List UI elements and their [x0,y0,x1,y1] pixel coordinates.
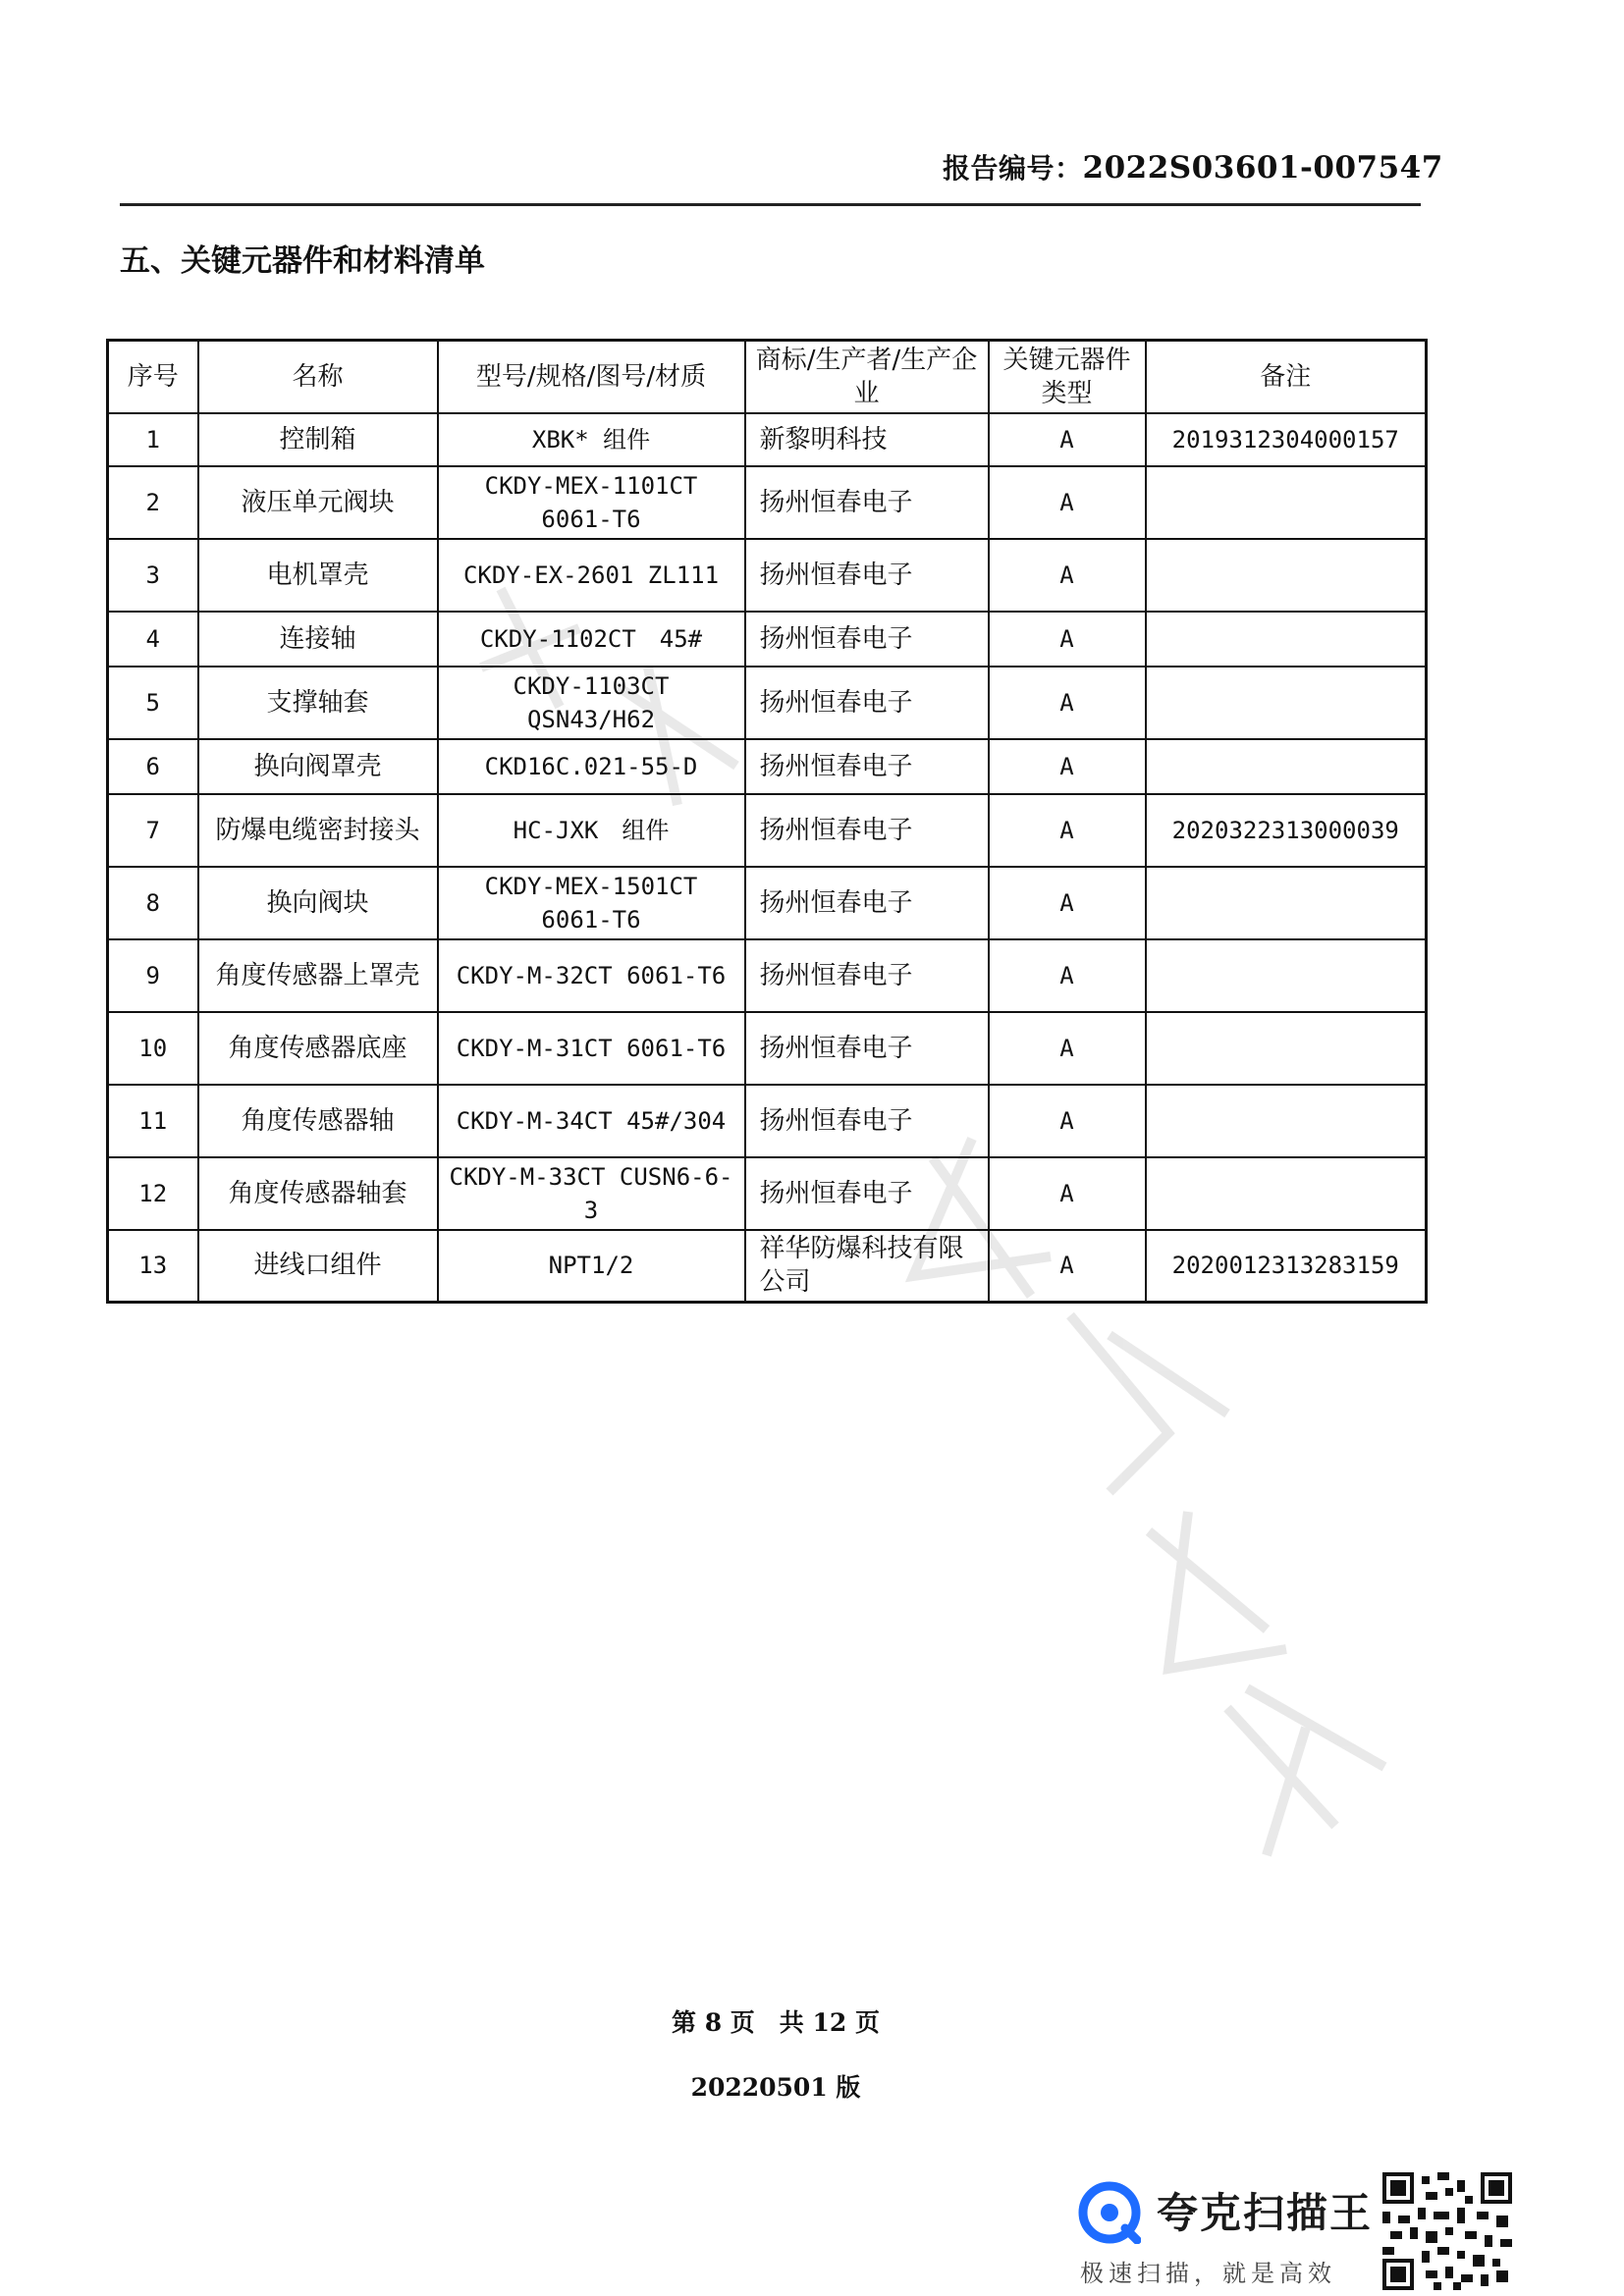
cell-no: 10 [108,1012,198,1085]
cell-name: 换向阀块 [198,867,438,939]
cell-type: A [989,939,1146,1012]
cell-model: CKDY-M-32CT 6061-T6 [438,939,745,1012]
cell-note [1146,466,1427,539]
cell-note [1146,667,1427,739]
cell-type: A [989,1085,1146,1157]
cell-no: 3 [108,539,198,612]
cell-type: A [989,1157,1146,1230]
cell-model: CKDY-MEX-1501CT 6061-T6 [438,867,745,939]
cell-maker: 扬州恒春电子 [745,867,989,939]
qr-code-icon [1382,2172,1512,2290]
cell-no: 9 [108,939,198,1012]
cell-model: CKD16C.021-55-D [438,739,745,794]
cell-note [1146,739,1427,794]
table-row [108,612,1427,667]
cell-name: 换向阀罩壳 [198,739,438,794]
col-header-note: 备注 [1146,341,1427,413]
cell-note: 2020012313283159 [1146,1230,1427,1303]
form-version: 20220501 版 [690,2073,861,2102]
report-number-label: 报告编号： [943,152,1083,185]
cell-model: CKDY-MEX-1101CT 6061-T6 [438,466,745,539]
cell-name: 连接轴 [198,612,438,667]
cell-name: 角度传感器底座 [198,1012,438,1085]
cell-model: NPT1/2 [438,1230,745,1303]
cell-maker: 扬州恒春电子 [745,612,989,667]
cell-no: 4 [108,612,198,667]
cell-type: A [989,413,1146,466]
cell-model: XBK* 组件 [438,413,745,466]
cell-name: 进线口组件 [198,1230,438,1303]
cell-note: 2019312304000157 [1146,413,1427,466]
col-header-name: 名称 [198,341,438,413]
header-rule [120,203,1421,206]
table-row [108,1157,1427,1230]
table-row [108,466,1427,539]
table-row [108,1085,1427,1157]
cell-type: A [989,612,1146,667]
cell-maker: 扬州恒春电子 [745,1085,989,1157]
cell-note [1146,612,1427,667]
table-row [108,867,1427,939]
cell-maker: 扬州恒春电子 [745,1157,989,1230]
cell-type: A [989,794,1146,867]
table-row [108,939,1427,1012]
cell-note: 2020322313000039 [1146,794,1427,867]
cell-note [1146,1085,1427,1157]
table-row [108,413,1427,466]
cell-model: CKDY-M-34CT 45#/304 [438,1085,745,1157]
cell-name: 控制箱 [198,413,438,466]
table-row [108,794,1427,867]
cell-no: 6 [108,739,198,794]
cell-model: CKDY-M-31CT 6061-T6 [438,1012,745,1085]
table-row [108,667,1427,739]
quark-logo-icon [1078,2181,1141,2244]
cell-type: A [989,466,1146,539]
cell-no: 1 [108,413,198,466]
cell-name: 支撑轴套 [198,667,438,739]
scanner-brand: 夸克扫描王 [1157,2189,1374,2237]
page-number: 第 8 页 共 12 页 [672,2008,880,2037]
cell-no: 2 [108,466,198,539]
cell-note [1146,1012,1427,1085]
col-header-maker: 商标/生产者/生产企业 [745,341,989,413]
cell-type: A [989,1230,1146,1303]
cell-no: 12 [108,1157,198,1230]
cell-type: A [989,867,1146,939]
cell-name: 液压单元阀块 [198,466,438,539]
cell-no: 7 [108,794,198,867]
cell-name: 角度传感器上罩壳 [198,939,438,1012]
scanner-slogan: 极速扫描，就是高效 [1080,2260,1336,2287]
cell-no: 8 [108,867,198,939]
section-title: 五、关键元器件和材料清单 [120,243,485,279]
col-header-no: 序号 [108,341,198,413]
table-header-row [108,341,1427,413]
cell-maker: 祥华防爆科技有限公司 [745,1230,989,1303]
cell-name: 角度传感器轴套 [198,1157,438,1230]
cell-model: CKDY-M-33CT CUSN6-6-3 [438,1157,745,1230]
cell-maker: 扬州恒春电子 [745,794,989,867]
table-row [108,539,1427,612]
cell-type: A [989,1012,1146,1085]
report-number-value: 2022S03601-007547 [1082,150,1443,186]
cell-note [1146,939,1427,1012]
cell-note [1146,539,1427,612]
cell-maker: 扬州恒春电子 [745,1012,989,1085]
scanner-badge [1078,2177,1412,2285]
cell-maker: 扬州恒春电子 [745,739,989,794]
col-header-type: 关键元器件类型 [989,341,1146,413]
cell-note [1146,867,1427,939]
components-table [106,339,1428,1304]
cell-no: 13 [108,1230,198,1303]
cell-maker: 扬州恒春电子 [745,539,989,612]
cell-no: 5 [108,667,198,739]
cell-name: 防爆电缆密封接头 [198,794,438,867]
cell-name: 电机罩壳 [198,539,438,612]
cell-no: 11 [108,1085,198,1157]
cell-maker: 扬州恒春电子 [745,466,989,539]
cell-model: CKDY-1102CT 45# [438,612,745,667]
cell-type: A [989,539,1146,612]
cell-model: HC-JXK 组件 [438,794,745,867]
cell-model: CKDY-EX-2601 ZL111 [438,539,745,612]
cell-type: A [989,739,1146,794]
cell-type: A [989,667,1146,739]
report-number [943,147,1443,187]
cell-maker: 扬州恒春电子 [745,939,989,1012]
cell-model: CKDY-1103CT QSN43/H62 [438,667,745,739]
table-row [108,739,1427,794]
cell-maker: 新黎明科技 [745,413,989,466]
cell-note [1146,1157,1427,1230]
table-row [108,1012,1427,1085]
cell-maker: 扬州恒春电子 [745,667,989,739]
table-row [108,1230,1427,1303]
cell-name: 角度传感器轴 [198,1085,438,1157]
col-header-model: 型号/规格/图号/材质 [438,341,745,413]
